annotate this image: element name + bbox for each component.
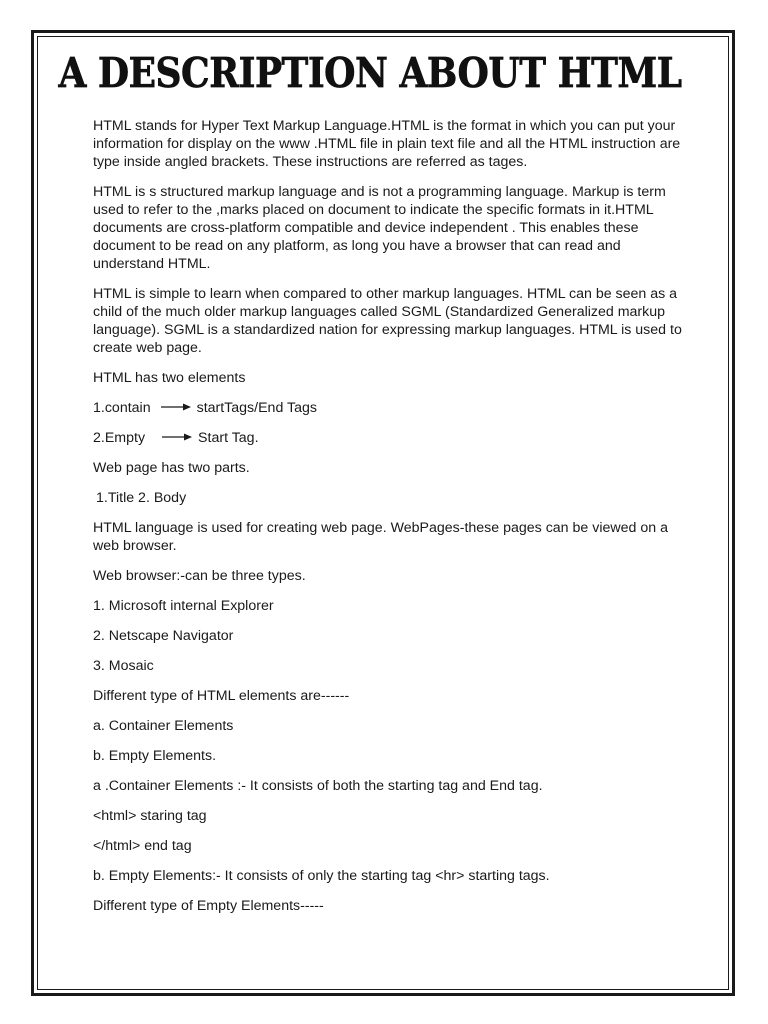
document-body [93,117,683,927]
right-arrow-icon [161,399,191,417]
paragraph: <html> staring tag [93,808,207,824]
paragraph: b. Empty Elements:- It consists of only the starting tag <hr> starting tags. [93,868,550,884]
paragraph: Different type of Empty Elements----- [93,898,324,914]
list-item: 1. Microsoft internal Explorer [93,598,274,614]
paragraph: HTML is s structured markup language and is not a programming language. Markup is term used to refer to the ,marks placed on document to indicate the specific formats in it.HTML documents are cross-platform compatible and device independent . This enables these document to be read on any platform, as long you have a browser that can read and understand HTML. [93,184,666,272]
row-value: Start Tag. [198,430,259,446]
paragraph: Web browser:-can be three types. [93,568,306,584]
paragraph: </html> end tag [93,838,192,854]
paragraph: a .Container Elements :- It consists of both the starting tag and End tag. [93,778,543,794]
paragraph: HTML stands for Hyper Text Markup Language.HTML is the format in which you can put your information for display on the www .HTML file in plain text file and all the HTML instruction are type inside angled brackets. These instructions are referred as tages. [93,118,681,170]
row-label: 1.contain [93,400,151,416]
right-arrow-icon [162,429,192,447]
page-title: A DESCRIPTION ABOUT HTML [58,48,682,98]
row-label: 2.Empty [93,430,146,446]
list-item: 2. Netscape Navigator [93,628,234,644]
paragraph: HTML language is used for creating web page. WebPages-these pages can be viewed on a web browser. [93,520,668,554]
paragraph: Different type of HTML elements are------ [93,688,350,704]
paragraph: Web page has two parts. [93,460,250,476]
element-type-row [93,399,683,417]
paragraph: HTML has two elements [93,370,246,386]
row-value: startTags/End Tags [196,400,317,416]
list-item: a. Container Elements [93,718,234,734]
paragraph: 1.Title 2. Body [96,490,187,506]
element-type-row [93,429,683,447]
list-item: 3. Mosaic [93,658,154,674]
paragraph: HTML is simple to learn when compared to other markup languages. HTML can be seen as a child of the much older markup languages called SGML (Standardized Generalized markup language). SGML is a standardized nation for expressing markup languages. HTML is used to create web page. [93,286,682,356]
list-item: b. Empty Elements. [93,748,217,764]
